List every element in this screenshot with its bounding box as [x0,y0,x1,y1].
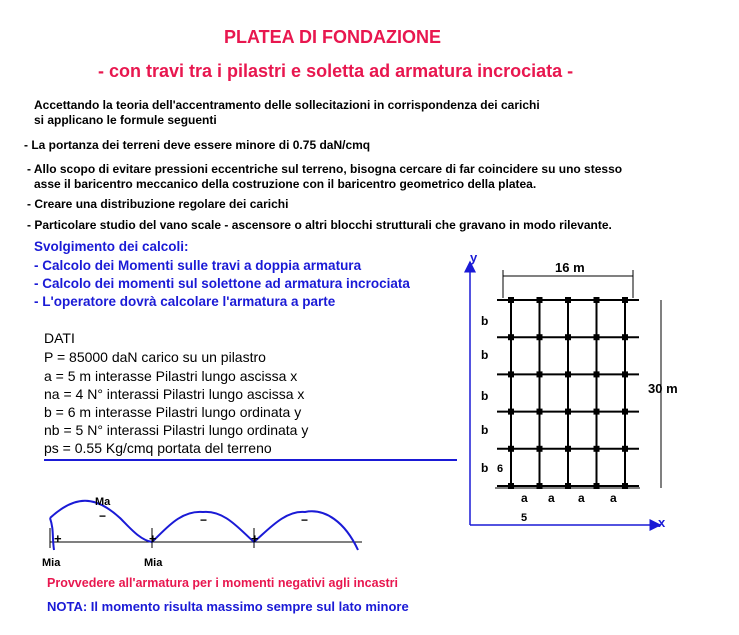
pillar-node [565,371,571,377]
slab-grid-diagram [455,250,680,535]
sign-minus-2: − [200,513,208,527]
label-b-2: b [481,348,489,362]
label-mia-left: Mia [42,557,61,569]
pillar-node [508,446,514,452]
grid-lines [497,300,639,486]
label-b-1: b [481,314,489,328]
label-b-value: 6 [497,463,504,475]
pillar-node [565,297,571,303]
pillar-node [537,409,543,415]
label-b-5: b [481,461,489,475]
calc-item-armatura: - L'operatore dovrà calcolare l'armatura a parte [34,294,336,309]
label-a-2: a [548,491,555,505]
sign-plus-2: + [149,531,157,546]
label-a-4: a [610,491,617,505]
pillar-node [565,334,571,340]
pillar-node [594,334,600,340]
pillar-node [594,409,600,415]
pillar-node [594,446,600,452]
label-height: 30 m [648,381,678,396]
sign-minus-3: − [301,513,309,527]
pillar-node [508,371,514,377]
pillar-node [537,297,543,303]
moment-diagram [40,490,370,572]
label-axis-x: x [658,515,666,530]
pillar-node [622,334,628,340]
bullet-baricentro-line-2: asse il baricentro meccanico della costruzione con il baricentro geometrico della platea. [34,177,537,191]
sign-plus-1: + [54,531,62,546]
calc-item-solettone: - Calcolo dei momenti sul solettone ad armatura incrociata [34,276,410,291]
pillar-node [508,334,514,340]
label-axis-y: y [470,250,478,265]
pillar-node [508,409,514,415]
label-a-1: a [521,491,528,505]
page-title: PLATEA DI FONDAZIONE [224,27,441,47]
pillar-node [537,371,543,377]
calc-item-travi: - Calcolo dei Momenti sulle travi a doppia armatura [34,258,362,273]
separator-line [44,459,457,461]
pillar-node [537,334,543,340]
intro-line-2: si applicano le formule seguenti [34,113,217,127]
label-b-4: b [481,423,489,437]
label-a-3: a [578,491,585,505]
pillar-node [537,446,543,452]
bullet-baricentro-line-1: - Allo scopo di evitare pressioni eccentriche sul terreno, bisogna cercare di far coincidere su uno stesso [27,162,623,176]
label-a-value: 5 [521,512,528,524]
dati-a: a = 5 m interasse Pilastri lungo ascissa x [44,368,298,384]
note-momento: NOTA: Il momento risulta massimo sempre sul lato minore [47,599,409,614]
calc-heading: Svolgimento dei calcoli: [34,239,189,254]
dati-b: b = 6 m interasse Pilastri lungo ordinata y [44,404,302,420]
pillar-node [594,297,600,303]
pillar-node [565,409,571,415]
pillar-node [622,446,628,452]
dati-nb: nb = 5 N° interassi Pilastri lungo ordinata y [44,422,309,438]
label-b-3: b [481,389,489,403]
pillar-node [622,297,628,303]
label-mia-mid: Mia [144,557,163,569]
label-ma: Ma [95,496,111,508]
pillar-node [622,409,628,415]
note-armatura: Provvedere all'armatura per i momenti negativi agli incastri [47,576,399,590]
pillar-node [594,371,600,377]
dati-na: na = 4 N° interassi Pilastri lungo ascissa x [44,386,305,402]
sign-plus-3: + [251,531,259,546]
dati-ps: ps = 0.55 Kg/cmq portata del terreno [44,440,272,456]
sign-minus-1: − [99,509,107,523]
dati-p: P = 85000 daN carico su un pilastro [44,349,266,365]
bullet-distribuzione: - Creare una distribuzione regolare dei carichi [27,197,289,211]
dati-heading: DATI [44,330,75,346]
intro-line-1: Accettando la teoria dell'accentramento delle sollecitazioni in corrispondenza dei carichi [34,98,540,112]
bullet-vano-scale: - Particolare studio del vano scale - ascensore o altri blocchi strutturali che gravano in modo rilevante. [27,218,612,232]
bullet-portanza: - La portanza dei terreni deve essere minore di 0.75 daN/cmq [24,138,371,152]
page-subtitle: - con travi tra i pilastri e soletta ad armatura incrociata - [98,61,574,81]
label-width: 16 m [555,260,585,275]
pillar-node [622,371,628,377]
pillar-node [508,297,514,303]
pillar-node [565,446,571,452]
